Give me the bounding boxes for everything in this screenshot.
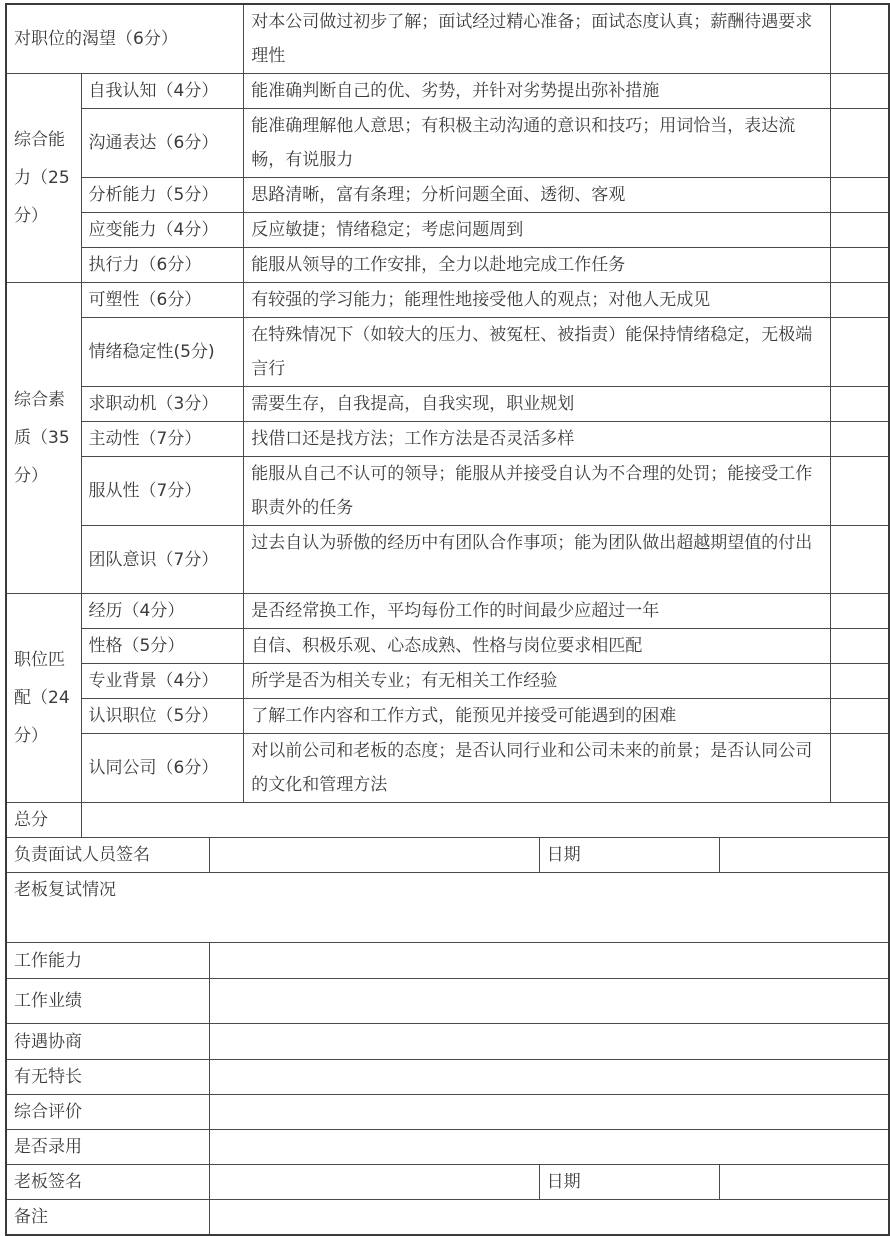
- row-boss-item: [6, 1130, 889, 1165]
- item-name: 团队意识（7分）: [81, 526, 244, 594]
- item-score-cell[interactable]: [831, 283, 889, 318]
- row-boss-item: [6, 1024, 889, 1060]
- row-match-1: [6, 594, 889, 629]
- item-criteria: 能服从自己不认可的领导；能服从并接受自认为不合理的处罚；能接受工作职责外的任务: [244, 457, 831, 526]
- row-ability-1: [6, 74, 889, 109]
- item-name: 性格（5分）: [81, 629, 244, 664]
- date-label: 日期: [539, 1165, 720, 1200]
- row-match-5: [6, 734, 889, 803]
- item-name: 认同公司（6分）: [81, 734, 244, 803]
- section-title-ability: 综合能力（25分）: [6, 74, 81, 283]
- row-boss-item: [6, 1060, 889, 1095]
- row-ability-4: [6, 213, 889, 248]
- evaluation-table: [5, 3, 890, 1236]
- boss-item-label: 有无特长: [6, 1060, 210, 1095]
- item-criteria: 所学是否为相关专业；有无相关工作经验: [244, 664, 831, 699]
- boss-item-label: 工作业绩: [6, 979, 210, 1024]
- item-criteria: 反应敏捷；情绪稳定；考虑问题周到: [244, 213, 831, 248]
- desire-criteria: 对本公司做过初步了解；面试经过精心准备；面试态度认真；薪酬待遇要求理性: [244, 4, 831, 74]
- desire-label: 对职位的渴望（6分）: [6, 4, 244, 74]
- item-name: 情绪稳定性(5分): [81, 318, 244, 387]
- row-quality-4: [6, 422, 889, 457]
- row-remarks: [6, 1200, 889, 1236]
- row-quality-2: [6, 318, 889, 387]
- item-score-cell[interactable]: [831, 526, 889, 594]
- item-score-cell[interactable]: [831, 178, 889, 213]
- item-score-cell[interactable]: [831, 387, 889, 422]
- item-criteria: 了解工作内容和工作方式，能预见并接受可能遇到的困难: [244, 699, 831, 734]
- boss-item-label: 综合评价: [6, 1095, 210, 1130]
- interviewer-sign-field[interactable]: [210, 838, 539, 873]
- boss-sign-field[interactable]: [210, 1165, 539, 1200]
- item-criteria: 是否经常换工作，平均每份工作的时间最少应超过一年: [244, 594, 831, 629]
- item-criteria: 对以前公司和老板的态度；是否认同行业和公司未来的前景；是否认同公司的文化和管理方法: [244, 734, 831, 803]
- boss-item-label: 是否录用: [6, 1130, 210, 1165]
- date-label: 日期: [539, 838, 720, 873]
- row-match-4: [6, 699, 889, 734]
- row-boss-item: [6, 1095, 889, 1130]
- item-criteria: 过去自认为骄傲的经历中有团队合作事项；能为团队做出超越期望值的付出: [244, 526, 831, 594]
- total-value-cell[interactable]: [81, 803, 889, 838]
- item-criteria: 在特殊情况下（如较大的压力、被冤枉、被指责）能保持情绪稳定，无极端言行: [244, 318, 831, 387]
- interviewer-sign-label: 负责面试人员签名: [6, 838, 210, 873]
- item-criteria: 自信、积极乐观、心态成熟、性格与岗位要求相匹配: [244, 629, 831, 664]
- item-score-cell[interactable]: [831, 629, 889, 664]
- total-label: 总分: [6, 803, 81, 838]
- boss-date-field[interactable]: [720, 1165, 889, 1200]
- item-criteria: 能服从领导的工作安排，全力以赴地完成工作任务: [244, 248, 831, 283]
- item-score-cell[interactable]: [831, 664, 889, 699]
- item-name: 专业背景（4分）: [81, 664, 244, 699]
- interviewer-date-field[interactable]: [720, 838, 889, 873]
- row-boss-item: [6, 979, 889, 1024]
- item-name: 求职动机（3分）: [81, 387, 244, 422]
- row-interviewer-sign: [6, 838, 889, 873]
- item-score-cell[interactable]: [831, 74, 889, 109]
- item-score-cell[interactable]: [831, 457, 889, 526]
- row-quality-5: [6, 457, 889, 526]
- item-name: 自我认知（4分）: [81, 74, 244, 109]
- row-match-3: [6, 664, 889, 699]
- row-quality-1: [6, 283, 889, 318]
- desire-score-cell[interactable]: [831, 4, 889, 74]
- row-ability-3: [6, 178, 889, 213]
- boss-item-label: 工作能力: [6, 943, 210, 979]
- item-score-cell[interactable]: [831, 213, 889, 248]
- item-name: 沟通表达（6分）: [81, 109, 244, 178]
- item-criteria: 找借口还是找方法；工作方法是否灵活多样: [244, 422, 831, 457]
- remarks-field[interactable]: [210, 1200, 889, 1236]
- section-title-quality: 综合素质（35分）: [6, 283, 81, 594]
- boss-item-field[interactable]: [210, 943, 889, 979]
- row-match-2: [6, 629, 889, 664]
- item-score-cell[interactable]: [831, 734, 889, 803]
- item-name: 可塑性（6分）: [81, 283, 244, 318]
- item-name: 服从性（7分）: [81, 457, 244, 526]
- item-score-cell[interactable]: [831, 248, 889, 283]
- item-score-cell[interactable]: [831, 594, 889, 629]
- row-boss-item: [6, 943, 889, 979]
- section-title-match: 职位匹配（24分）: [6, 594, 81, 803]
- item-score-cell[interactable]: [831, 422, 889, 457]
- item-name: 认识职位（5分）: [81, 699, 244, 734]
- boss-review-label[interactable]: 老板复试情况: [6, 873, 889, 943]
- item-criteria: 能准确判断自己的优、劣势，并针对劣势提出弥补措施: [244, 74, 831, 109]
- item-criteria: 需要生存，自我提高，自我实现，职业规划: [244, 387, 831, 422]
- item-criteria: 有较强的学习能力；能理性地接受他人的观点；对他人无成见: [244, 283, 831, 318]
- item-criteria: 思路清晰，富有条理；分析问题全面、透彻、客观: [244, 178, 831, 213]
- item-criteria: 能准确理解他人意思；有积极主动沟通的意识和技巧；用词恰当，表达流畅，有说服力: [244, 109, 831, 178]
- boss-item-field[interactable]: [210, 1095, 889, 1130]
- boss-sign-label: 老板签名: [6, 1165, 210, 1200]
- item-name: 分析能力（5分）: [81, 178, 244, 213]
- row-total: [6, 803, 889, 838]
- item-name: 应变能力（4分）: [81, 213, 244, 248]
- boss-item-label: 待遇协商: [6, 1024, 210, 1060]
- item-score-cell[interactable]: [831, 699, 889, 734]
- row-boss-review: [6, 873, 889, 943]
- boss-item-field[interactable]: [210, 1024, 889, 1060]
- item-score-cell[interactable]: [831, 318, 889, 387]
- row-quality-3: [6, 387, 889, 422]
- item-name: 经历（4分）: [81, 594, 244, 629]
- item-score-cell[interactable]: [831, 109, 889, 178]
- row-quality-6: [6, 526, 889, 594]
- row-desire: [6, 4, 889, 74]
- boss-item-field[interactable]: [210, 1130, 889, 1165]
- boss-item-field[interactable]: [210, 979, 889, 1024]
- item-name: 执行力（6分）: [81, 248, 244, 283]
- item-name: 主动性（7分）: [81, 422, 244, 457]
- remarks-label: 备注: [6, 1200, 210, 1236]
- row-ability-5: [6, 248, 889, 283]
- boss-item-field[interactable]: [210, 1060, 889, 1095]
- row-ability-2: [6, 109, 889, 178]
- row-boss-sign: [6, 1165, 889, 1200]
